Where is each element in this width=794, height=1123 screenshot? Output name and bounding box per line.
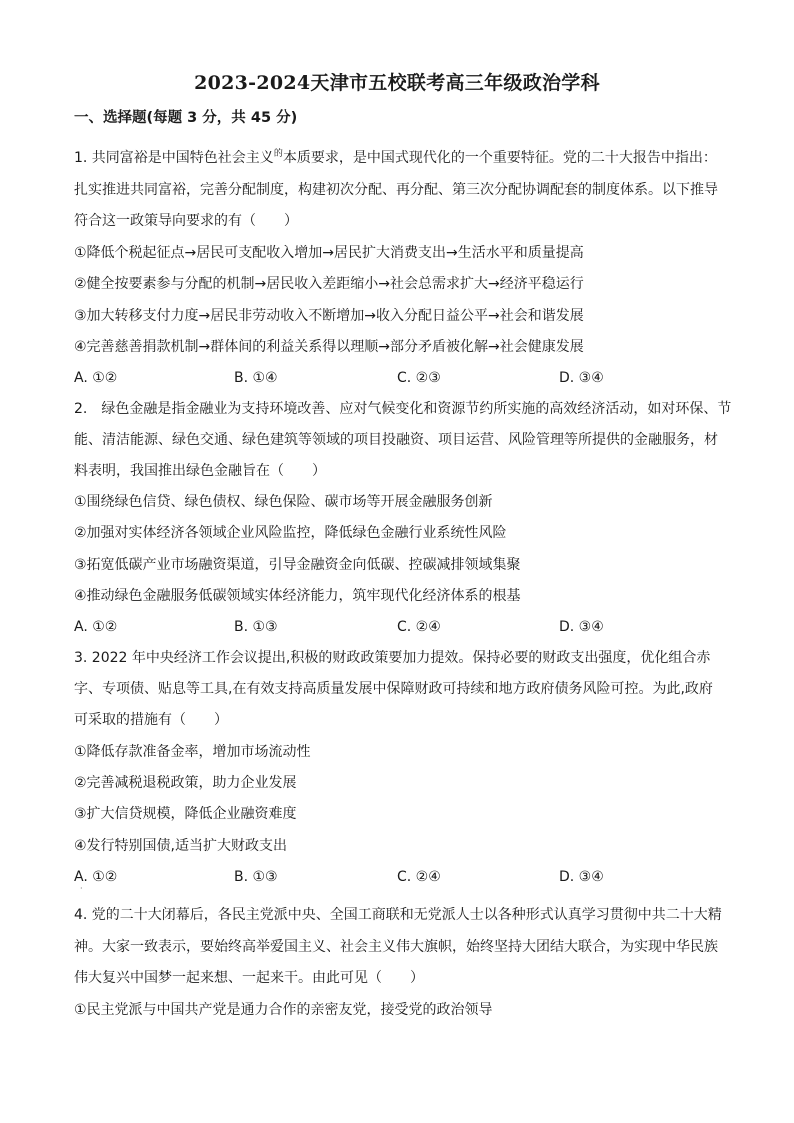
q3-statement-3: ③扩大信贷规模，降低企业融资难度 [74,806,297,822]
q4-line2: 神。大家一致表示，要始终高举爱国主义、社会主义伟大旗帜，始终坚持大团结大联合，为实现中华民族 [74,939,718,955]
q3-statement-2: ②完善减税退税政策，助力企业发展 [74,775,297,791]
q3-option-d[interactable]: D. ③④ [559,869,604,885]
page-title: 2023-2024天津市五校联考高三年级政治学科 [194,72,600,94]
q3-option-c[interactable]: C. ②④ [397,869,441,885]
q1-line1-end: 本质要求，是中国式现代化的一个重要特征。党的二十大报告中指出： [282,150,717,166]
q3-option-a[interactable]: A. ①② [74,869,118,885]
q2-line1: 2. 绿色金融是指金融业为支持环境改善、应对气候变化和资源节约所实施的高效经济活动，如对环保、节 [74,401,732,417]
q3-line1: 3. 2022 年中央经济工作会议提出,积极的财政政策要加力提效。保持必要的财政支出强度，优化组合赤 [74,650,711,666]
q4-line3: 伟大复兴中国梦一起来想、一起来干。由此可见（ ） [74,970,424,986]
q2-statement-1: ①围绕绿色信贷、绿色债权、绿色保险、碳市场等开展金融服务创新 [74,494,493,510]
q2-line2: 能、清洁能源、绿色交通、绿色建筑等领域的项目投融资、项目运营、风险管理等所提供的金融服务，材 [74,432,718,448]
q3-options [74,867,734,887]
q3-option-b[interactable]: B. ①③ [234,869,278,885]
q1-option-c[interactable]: C. ②③ [397,370,441,386]
q1-option-b[interactable]: B. ①④ [234,370,278,386]
q2-option-d[interactable]: D. ③④ [559,619,604,635]
q2-line3: 料表明，我国推出绿色金融旨在（ ） [74,463,326,479]
q4-statement-1: ①民主党派与中国共产党是通力合作的亲密友党，接受党的政治领导 [74,1002,493,1018]
q3-statement-4: ④发行特别国债,适当扩大财政支出 [74,838,288,854]
q1-line1-start: 1. 共同富裕是中国特色社会主义 [74,150,274,166]
q1-line1 [74,148,717,170]
q1-option-d[interactable]: D. ③④ [559,370,604,386]
q1-option-a[interactable]: A. ①② [74,370,118,386]
q1-statement-3: ③加大转移支付力度→居民非劳动收入不断增加→收入分配日益公平→社会和谐发展 [74,308,584,324]
q3-line2: 字、专项债、贴息等工具,在有效支持高质量发展中保障财政可持续和地方政府债务风险可控。为此,政府 [74,681,713,697]
q4-line1: 4. 党的二十大闭幕后，各民主党派中央、全国工商联和无党派人士以各种形式认真学习贯彻中共二十大精 [74,907,722,923]
q1-line3: 符合这一政策导向要求的有（ ） [74,213,298,229]
q1-options [74,368,734,388]
q1-statement-1: ①降低个税起征点→居民可支配收入增加→居民扩大消费支出→生活水平和质量提高 [74,245,584,261]
q1-statement-2: ②健全按要素参与分配的机制→居民收入差距缩小→社会总需求扩大→经济平稳运行 [74,276,584,292]
section-heading: 一、选择题(每题 3 分，共 45 分) [74,110,298,126]
q2-options [74,617,734,637]
q2-statement-3: ③拓宽低碳产业市场融资渠道，引导金融资金向低碳、控碳减排领域集聚 [74,557,521,573]
q2-option-a[interactable]: A. ①② [74,619,118,635]
q3-statement-1: ①降低存款准备金率，增加市场流动性 [74,744,311,760]
q2-statement-4: ④推动绿色金融服务低碳领域实体经济能力，筑牢现代化经济体系的根基 [74,588,521,604]
q2-statement-2: ②加强对实体经济各领域企业风险监控，降低绿色金融行业系统性风险 [74,525,507,541]
q1-line1-sup: 的 [273,149,283,159]
q3-line3: 可采取的措施有（ ） [74,712,228,728]
q1-statement-4: ④完善慈善捐款机制→群体间的利益关系得以理顺→部分矛盾被化解→社会健康发展 [74,339,584,355]
q1-line2: 扎实推进共同富裕，完善分配制度，构建初次分配、再分配、第三次分配协调配套的制度体系。以下推导 [74,182,718,198]
q2-option-c[interactable]: C. ②④ [397,619,441,635]
stray-dot: · [80,884,83,893]
q2-option-b[interactable]: B. ①③ [234,619,278,635]
